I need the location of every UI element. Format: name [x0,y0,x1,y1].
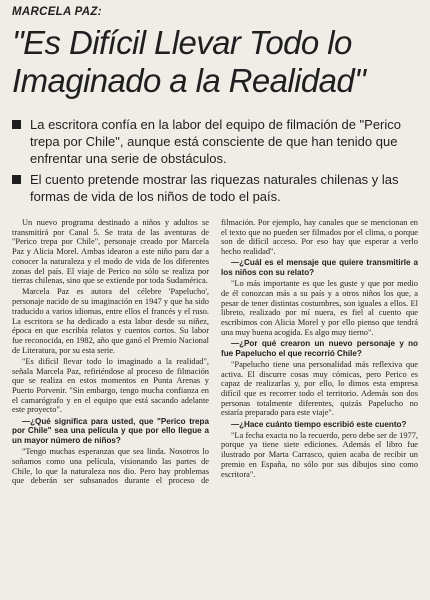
summary-bullets [12,116,420,209]
summary-bullet-1 [12,116,420,167]
body-paragraph: "Es difícil llevar todo lo imaginado a la realidad", señala Marcela Paz, refiriéndose al proceso de filmación que se realiza en estos momentos en Punta Arenas y Puerto Porvenir. "Sin embargo, tengo mucha confianza en el camarógrafo y en el equipo que está sacando adelante este proyecto". [12,356,209,415]
body-paragraph: "Lo más importante es que les guste y que por medio de él conozcan más a su país y a otros niños los que, a pesar de tener distintas costumbres, son iguales a ellos. El libreto, realizado por mí nuera, es fiel al cuento que escribimos con Alicia Morel y por ello pienso que tendrá una muy buena acogida. Es algo muy tierno". [221,279,418,337]
summary-bullet-text: La escritora confía en la labor del equipo de filmación de "Perico trepa por Chile", aunque está consciente de que han tenido que enfrentar una serie de obstáculos. [30,117,402,166]
interview-question: —¿Hace cuánto tiempo escribió este cuento? [231,419,407,429]
headline-line-1: "Es Difícil Llevar Todo lo [12,24,352,61]
headline-line-2: Imaginado a la Realidad" [12,62,366,99]
headline [12,24,422,100]
summary-bullet-text: El cuento pretende mostrar las riquezas naturales chilenas y las formas de vida de los niños de todo el país. [30,172,399,204]
body-paragraph: "Tengo muchas esperanzas que sea linda. Nosotros lo soñamos como una película, visionando las partes de Chile, lo que la naturaleza nos dio. Pero hay problemas que deberán ser subsanados durante el proceso de filmación. Por ejemplo, hay canales que se mencionan en el texto que no pueden ser filmados por el clima, o porque son de difícil acceso. Por eso hay que esperar a verlo hecho realidad". [12,218,418,486]
summary-bullet-2 [12,171,420,205]
interview-question: —¿Cuál es el mensaje que quiere transmitirle a los niños con su relato? [221,258,418,278]
square-bullet-icon [12,175,21,184]
kicker-label: MARCELA PAZ: [12,6,102,18]
interview-question: —¿Qué significa para usted, que "Perico trepa por Chile" sea una película y que por ello llegue a un mayor número de niños? [12,416,209,445]
square-bullet-icon [12,120,21,129]
article-body [12,218,418,596]
body-paragraph: "La fecha exacta no la recuerdo, pero debe ser de 1977, porque ya tiene siete ediciones. Además el libro fue ilustrado por Marta Carrasco, quien acaba de recibir un premio en España, no sólo por sus dibujos sino como escritora". [221,430,418,479]
body-paragraph: Un nuevo programa destinado a niños y adultos se transmitirá por Canal 5. Se trata de las aventuras de "Perico trepa por Chile", personaje creado por Marcela Paz y Alicia Morel. Ambas idearon a este niño para dar a conocer la naturaleza y el modo de vida de los diferentes zonas del país. El viaje de Perico no sólo se realiza por tierras chilenas, sino que se extiende por toda Sudamérica. [12,218,209,286]
body-paragraph: Marcela Paz es autora del célebre 'Papelucho', personaje nacido de su imaginación en 1947 y que ha sido traducido a varios idiomas, entre ellos el francés y el ruso. La escritora se ha dedicado a esta labor desde su niñez, época en que escribía relatos y cuentos cortos. Su labor fue reconocida, en 1982, año que ganó el Premio Nacional de Literatura, por su esta serie. [12,287,209,355]
interview-question: —¿Por qué crearon un nuevo personaje y no fue Papelucho el que recorrió Chile? [221,338,418,358]
body-paragraph: "Papelucho tiene una personalidad más reflexiva que activa. El discurre cosas muy cómicas, pero Perico es capaz de realizarlas y, por ello, lo dimos esta empresa difícil que es recorrer todo el territorio. Además son dos personas totalmente diferentes, quizás Papelucho no estaría preparado para este viaje". [221,359,418,418]
